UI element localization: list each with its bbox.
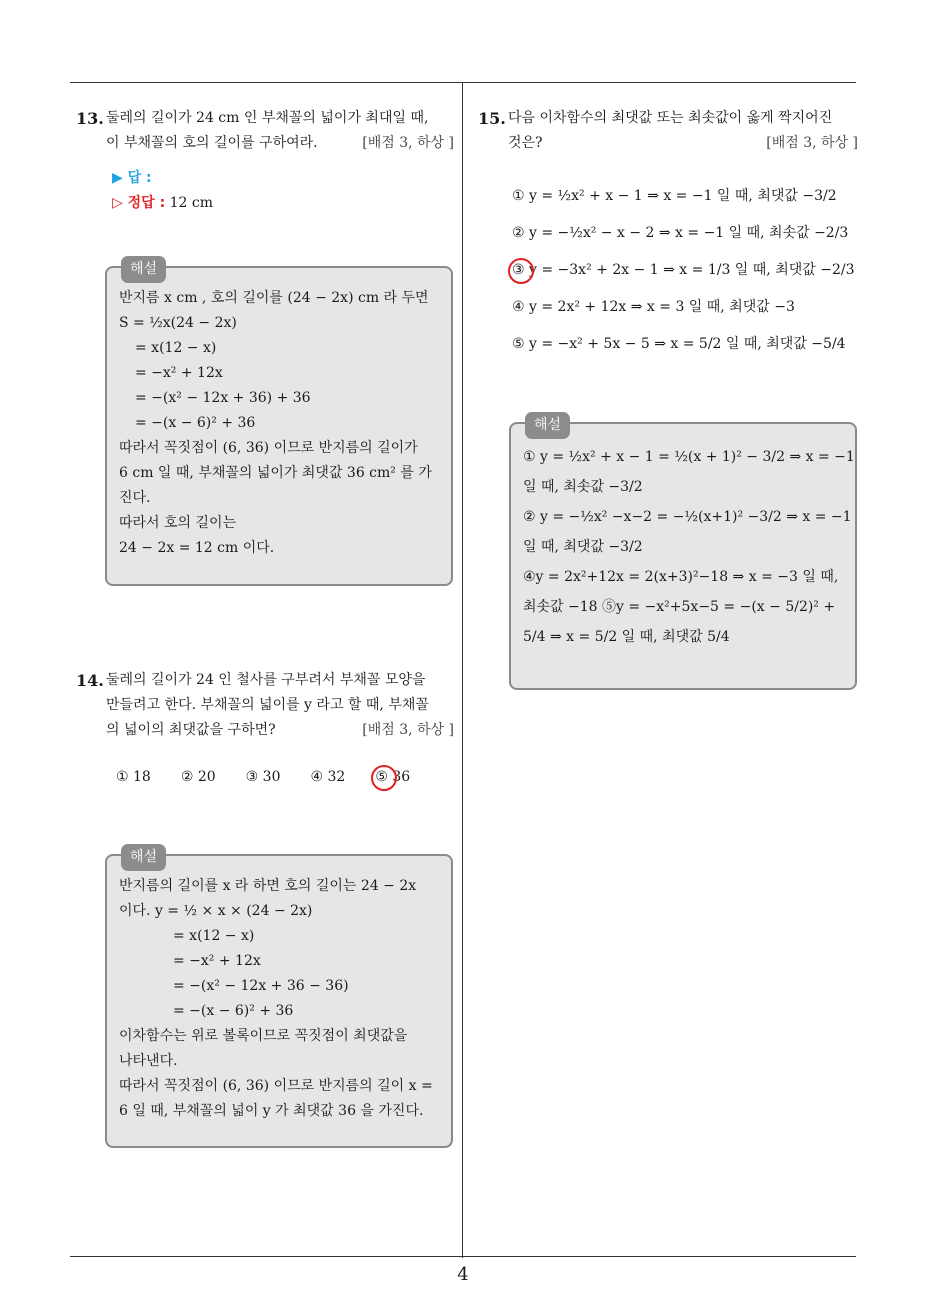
question-number: 15.	[478, 109, 506, 128]
top-rule	[70, 82, 856, 83]
question-number: 13.	[76, 109, 104, 128]
correct-answer-label: ▷ 정답 :	[112, 195, 166, 211]
choice-4[interactable]: ④ 32	[310, 769, 346, 785]
choice-1[interactable]: ① 18	[116, 769, 151, 785]
option-5[interactable]: ⑤ y = −x² + 5x − 5 ⇒ x = 5/2 일 때, 최댓값 −5/4	[512, 336, 846, 352]
explanation-tag: 해설	[121, 844, 166, 871]
choice-list	[116, 769, 454, 785]
question-meta: [배점 3, 하상 ]	[362, 722, 454, 738]
choice-2[interactable]: ② 20	[180, 769, 216, 785]
question-meta: [배점 3, 하상 ]	[766, 135, 858, 151]
question-13	[76, 106, 454, 216]
question-meta: [배점 3, 하상 ]	[362, 135, 454, 151]
correct-answer-value: 12 cm	[169, 195, 214, 211]
question-15	[478, 106, 858, 363]
bottom-rule	[70, 1256, 856, 1257]
question-text: 다음 이차함수의 최댓값 또는 최솟값이 옳게 짝지어진 것은? [배점 3, 하상 ]	[508, 106, 858, 156]
option-1[interactable]: ① y = ½x² + x − 1 ⇒ x = −1 일 때, 최댓값 −3/2	[512, 188, 837, 204]
choice-3[interactable]: ③ 30	[245, 769, 281, 785]
column-divider	[462, 82, 463, 1258]
explanation-box-13: 해설 반지름 x cm , 호의 길이를 (24 − 2x) cm 라 두면 S = ½x(24 − 2x) = x(12 − x) = −x² + 12x = −(x² − 12x + 36) + 36 = −(x − 6)² + 36 따라서 꼭짓점이 (6, 36) 이므로 반지름의 길이가 6 cm 일 때, 부채꼴의 넓이가 최댓값 36 cm² 를 가 진다. 따라서 호의 길이는 24 − 2x = 12 cm 이다.	[105, 266, 453, 586]
explanation-tag: 해설	[525, 412, 570, 439]
selected-circle-icon	[508, 258, 534, 284]
option-4[interactable]: ④ y = 2x² + 12x ⇒ x = 3 일 때, 최댓값 −3	[512, 299, 795, 315]
page-number: 4	[457, 1264, 469, 1285]
explanation-box-14: 해설 반지름의 길이를 x 라 하면 호의 길이는 24 − 2x 이다. y = ½ × x × (24 − 2x) = x(12 − x) = −x² + 12x = −(x² − 12x + 36 − 36) = −(x − 6)² + 36 이차함수는 위로 볼록이므로 꼭짓점이 최댓값을 나타낸다. 따라서 꼭짓점이 (6, 36) 이므로 반지름의 길이 x = 6 일 때, 부채꼴의 넓이 y 가 최댓값 36 을 가진다.	[105, 854, 453, 1148]
choice-5-selected[interactable]: ⑤ 36	[375, 769, 410, 785]
option-list	[512, 178, 858, 363]
explanation-tag: 해설	[121, 256, 166, 283]
option-2[interactable]: ② y = −½x² − x − 2 ⇒ x = −1 일 때, 최솟값 −2/3	[512, 225, 849, 241]
selected-circle-icon	[371, 765, 397, 791]
question-14	[76, 668, 454, 785]
question-text: 둘레의 길이가 24 인 철사를 구부려서 부채꼴 모양을 만들려고 한다. 부채꼴의 넓이를 y 라고 할 때, 부채꼴 의 넓이의 최댓값을 구하면? [배점 3, 하상 ]	[106, 668, 454, 743]
explanation-box-15: 해설 ① y = ½x² + x − 1 = ½(x + 1)² − 3/2 ⇒ x = −1 일 때, 최솟값 −3/2 ② y = −½x² −x−2 = −½(x+1)² −3/2 ⇒ x = −1 일 때, 최댓값 −3/2 ④y = 2x²+12x = 2(x+3)²−18 ⇒ x = −3 일 때, 최솟값 −18 ⑤y = −x²+5x−5 = −(x − 5/2)² + 5/4 ⇒ x = 5/2 일 때, 최댓값 5/4	[509, 422, 857, 690]
question-text: 둘레의 길이가 24 cm 인 부채꼴의 넓이가 최대일 때, 이 부채꼴의 호의 길이를 구하여라. [배점 3, 하상 ]	[106, 106, 454, 156]
answer-label: ▶ 답 :	[112, 170, 152, 186]
answer-block	[112, 166, 454, 216]
question-number: 14.	[76, 671, 104, 690]
option-3-selected[interactable]: ③ y = −3x² + 2x − 1 ⇒ x = 1/3 일 때, 최댓값 −2/3	[512, 252, 858, 289]
